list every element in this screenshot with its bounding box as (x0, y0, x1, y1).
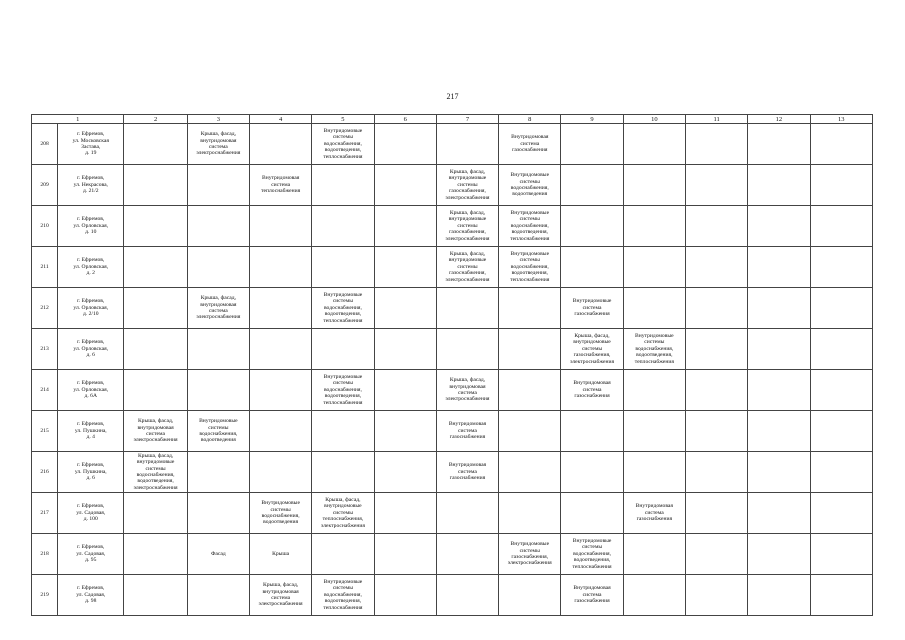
cell-text: 212 (40, 304, 49, 311)
work-cell (623, 370, 685, 411)
work-cell (124, 493, 187, 534)
cell-text: Внутридомовые системы водоснабжения, водоотведения, теплоснабжения (323, 578, 363, 611)
work-cell (748, 493, 810, 534)
row-number-cell (32, 329, 58, 370)
cell-text: Крыша, фасад, внутридомовые системы водоснабжения, водоотведения, электроснабжения (133, 452, 178, 491)
cell-text: 210 (40, 222, 49, 229)
work-cell (748, 206, 810, 247)
work-cell (187, 534, 249, 575)
cell-text: г. Ефремов, ул. Орловская, д. 2/10 (73, 298, 109, 318)
work-cell (685, 329, 747, 370)
cell-text: Внутридомовая система газоснабжения (573, 380, 611, 400)
cell-text: Внутридомовые системы водоснабжения, водоотведения, теплоснабжения (634, 332, 674, 365)
page-number: 217 (446, 92, 459, 101)
cell-text: Внутридомовые системы водоснабжения, водоотведения (261, 500, 300, 526)
column-header: 3 (187, 115, 249, 124)
cell-text: Внутридомовые системы водоснабжения, водоотведения, теплоснабжения (510, 209, 550, 242)
table-row (32, 575, 873, 616)
work-cell (436, 206, 498, 247)
table-row (32, 452, 873, 493)
work-cell (436, 288, 498, 329)
work-cell (312, 575, 374, 616)
work-cell (499, 534, 561, 575)
work-cell (374, 452, 436, 493)
row-number-cell (32, 124, 58, 165)
work-cell (124, 575, 187, 616)
column-header: 11 (685, 115, 747, 124)
table-header-row (32, 115, 873, 124)
address-cell (58, 247, 124, 288)
work-cell (187, 206, 249, 247)
cell-text: Внутридомовые системы водоснабжения, водоотведения, теплоснабжения (323, 291, 363, 324)
work-cell (561, 329, 623, 370)
work-cell (685, 575, 747, 616)
cell-text: г. Ефремов, ул. Садовая, д. 95 (76, 544, 106, 564)
cell-text: Крыша, фасад, внутридомовые системы газоснабжения, электроснабжения (445, 168, 490, 201)
work-cell (374, 124, 436, 165)
cell-text: 215 (40, 427, 49, 434)
work-cell (436, 329, 498, 370)
column-header: 13 (810, 115, 872, 124)
cell-text: Внутридомовая система газоснабжения (635, 503, 673, 523)
work-cell (685, 452, 747, 493)
address-cell (58, 206, 124, 247)
cell-text: 214 (40, 386, 49, 393)
column-header: 4 (250, 115, 312, 124)
work-cell (499, 493, 561, 534)
work-cell (124, 370, 187, 411)
address-cell (58, 124, 124, 165)
work-cell (312, 329, 374, 370)
cell-text: Внутридомовая система теплоснабжения (261, 175, 301, 195)
cell-text: Внутридомовые системы водоснабжения, водоотведения, теплоснабжения (323, 373, 363, 406)
work-cell (250, 411, 312, 452)
cell-text: 218 (40, 550, 49, 557)
cell-text: Внутридомовые системы газоснабжения, электроснабжения (507, 541, 552, 567)
work-cell (810, 452, 872, 493)
cell-text: г. Ефремов, ул. Пушкина, д. 6 (74, 462, 107, 482)
work-cell (685, 493, 747, 534)
row-number-cell (32, 247, 58, 288)
row-number-cell (32, 288, 58, 329)
work-cell (187, 370, 249, 411)
work-cell (623, 124, 685, 165)
column-header: 5 (312, 115, 374, 124)
table-row (32, 247, 873, 288)
work-cell (187, 575, 249, 616)
work-cell (561, 247, 623, 288)
cell-text: Крыша, фасад, внутридомовая система электроснабжения (196, 131, 241, 157)
cell-text: Крыша, фасад, внутридомовые системы газоснабжения, электроснабжения (445, 209, 490, 242)
work-cell (436, 452, 498, 493)
cell-text: 211 (40, 263, 49, 270)
work-cell (124, 534, 187, 575)
column-header: 8 (499, 115, 561, 124)
work-cell (623, 165, 685, 206)
column-header: 7 (436, 115, 498, 124)
work-cell (810, 493, 872, 534)
work-cell (561, 493, 623, 534)
column-header: 6 (374, 115, 436, 124)
work-cell (623, 206, 685, 247)
work-cell (187, 411, 249, 452)
work-cell (561, 534, 623, 575)
address-cell (58, 288, 124, 329)
work-cell (124, 288, 187, 329)
work-cell (499, 206, 561, 247)
work-cell (312, 370, 374, 411)
work-cell (312, 124, 374, 165)
column-header: 10 (623, 115, 685, 124)
work-cell (561, 452, 623, 493)
work-cell (187, 329, 249, 370)
work-cell (312, 411, 374, 452)
work-cell (312, 493, 374, 534)
work-cell (685, 370, 747, 411)
address-cell (58, 165, 124, 206)
work-cell (499, 247, 561, 288)
cell-text: Крыша, фасад, внутридомовые системы газоснабжения, электроснабжения (570, 332, 615, 365)
work-cell (810, 288, 872, 329)
cell-text: Крыша, фасад, внутридомовая система электроснабжения (133, 418, 178, 444)
work-cell (250, 165, 312, 206)
column-header: 12 (748, 115, 810, 124)
address-cell (58, 452, 124, 493)
work-cell (623, 329, 685, 370)
work-cell (748, 165, 810, 206)
work-cell (124, 206, 187, 247)
work-cell (499, 124, 561, 165)
cell-text: Внутридомовые системы водоснабжения, водоотведения (199, 418, 238, 444)
address-cell (58, 370, 124, 411)
work-cell (685, 411, 747, 452)
work-cell (499, 452, 561, 493)
table-row (32, 370, 873, 411)
cell-text: г. Ефремов, ул. Московская Застава, д. 19 (72, 131, 109, 157)
work-cell (250, 329, 312, 370)
cell-text: Внутридомовая система газоснабжения (448, 421, 487, 441)
work-cell (561, 165, 623, 206)
row-number-cell (32, 493, 58, 534)
work-cell (561, 575, 623, 616)
work-cell (374, 288, 436, 329)
column-header: 1 (32, 115, 124, 124)
work-cell (810, 370, 872, 411)
row-number-cell (32, 206, 58, 247)
work-cell (748, 534, 810, 575)
row-number-cell (32, 575, 58, 616)
cell-text: Крыша, фасад, внутридомовая система электроснабжения (445, 377, 490, 403)
cell-text: г. Ефремов, ул. Орловская, д. 6 (73, 339, 109, 359)
work-cell (436, 575, 498, 616)
table-row (32, 288, 873, 329)
work-cell (810, 534, 872, 575)
work-cell (374, 370, 436, 411)
table-row (32, 165, 873, 206)
work-cell (374, 165, 436, 206)
work-cell (623, 288, 685, 329)
work-cell (374, 247, 436, 288)
cell-text: Внутридомовые системы водоснабжения, водоотведения, теплоснабжения (510, 250, 550, 283)
table-row (32, 124, 873, 165)
work-cell (124, 247, 187, 288)
work-cell (124, 124, 187, 165)
row-number-cell (32, 411, 58, 452)
work-cell (810, 124, 872, 165)
work-cell (187, 124, 249, 165)
work-cell (374, 493, 436, 534)
cell-text: Крыша, фасад, внутридомовая система электроснабжения (258, 582, 303, 608)
work-cell (748, 411, 810, 452)
work-cell (623, 411, 685, 452)
address-cell (58, 534, 124, 575)
column-header: 2 (124, 115, 187, 124)
work-cell (810, 329, 872, 370)
work-cell (748, 124, 810, 165)
cell-text: Внутридомовые системы водоснабжения, водоотведения (510, 172, 550, 198)
work-cell (810, 206, 872, 247)
row-number-cell (32, 165, 58, 206)
cell-text: Крыша, фасад, внутридомовые системы теплоснабжения, электроснабжения (320, 496, 365, 529)
work-cell (374, 411, 436, 452)
work-cell (561, 411, 623, 452)
cell-text: Крыша, фасад, внутридомовые системы газоснабжения, электроснабжения (445, 250, 490, 283)
cell-text: Внутридомовые система газоснабжения (572, 298, 612, 318)
work-cell (374, 534, 436, 575)
column-header: 9 (561, 115, 623, 124)
work-cell (312, 165, 374, 206)
work-cell (810, 411, 872, 452)
work-cell (436, 247, 498, 288)
work-cell (685, 247, 747, 288)
work-cell (499, 329, 561, 370)
work-cell (748, 247, 810, 288)
cell-text: Внутридомовая система газоснабжения (511, 134, 549, 154)
work-cell (685, 534, 747, 575)
work-cell (623, 575, 685, 616)
cell-text: 209 (40, 181, 49, 188)
work-cell (561, 288, 623, 329)
cell-text: 216 (40, 468, 49, 475)
work-cell (561, 370, 623, 411)
work-cell (685, 206, 747, 247)
cell-text: г. Ефремов, ул. Садовая, д. 98 (76, 585, 106, 605)
work-cell (312, 452, 374, 493)
cell-text: г. Ефремов, ул. Орловская, д. 10 (73, 216, 109, 236)
work-cell (374, 206, 436, 247)
work-cell (250, 534, 312, 575)
work-cell (748, 452, 810, 493)
work-cell (810, 247, 872, 288)
work-cell (312, 247, 374, 288)
work-cell (124, 165, 187, 206)
work-cell (124, 452, 187, 493)
table-row (32, 493, 873, 534)
work-cell (436, 124, 498, 165)
work-cell (810, 575, 872, 616)
work-cell (685, 165, 747, 206)
cell-text: Фасад (210, 550, 226, 557)
table-row (32, 329, 873, 370)
row-number-cell (32, 452, 58, 493)
work-cell (312, 534, 374, 575)
work-cell (436, 370, 498, 411)
work-cell (748, 288, 810, 329)
work-cell (623, 452, 685, 493)
work-cell (374, 329, 436, 370)
cell-text: 208 (40, 140, 49, 147)
address-cell (58, 411, 124, 452)
work-cell (250, 247, 312, 288)
work-cell (436, 493, 498, 534)
work-cell (187, 247, 249, 288)
work-cell (499, 370, 561, 411)
work-cell (312, 206, 374, 247)
address-cell (58, 493, 124, 534)
work-cell (187, 165, 249, 206)
address-cell (58, 329, 124, 370)
work-cell (561, 206, 623, 247)
address-cell (58, 575, 124, 616)
work-cell (187, 452, 249, 493)
work-cell (187, 493, 249, 534)
row-number-cell (32, 534, 58, 575)
work-cell (748, 370, 810, 411)
table-row (32, 411, 873, 452)
work-cell (810, 165, 872, 206)
cell-text: Внутридомовая система газоснабжения (448, 462, 487, 482)
work-cell (374, 575, 436, 616)
work-cell (250, 493, 312, 534)
row-number-cell (32, 370, 58, 411)
work-cell (250, 288, 312, 329)
work-cell (499, 411, 561, 452)
work-cell (250, 206, 312, 247)
cell-text: г. Ефремов, ул. Орловская, д. 2 (73, 257, 109, 277)
table-row (32, 206, 873, 247)
work-cell (250, 124, 312, 165)
cell-text: 213 (40, 345, 49, 352)
work-cell (561, 124, 623, 165)
work-cell (748, 329, 810, 370)
work-cell (499, 165, 561, 206)
table-row (32, 534, 873, 575)
work-cell (685, 124, 747, 165)
cell-text: 219 (40, 591, 49, 598)
cell-text: г. Ефремов, ул. Орловская, д. 6А (73, 380, 109, 400)
cell-text: г. Ефремов, ул. Пушкина, д. 4 (74, 421, 107, 441)
work-cell (499, 288, 561, 329)
cell-text: Внутридомовая система газоснабжения (573, 585, 611, 605)
cell-text: Внутридомовые системы водоснабжения, водоотведения, теплоснабжения (572, 537, 612, 570)
work-cell (748, 575, 810, 616)
cell-text: г. Ефремов, ул. Некрасова, д. 21/2 (73, 175, 108, 195)
work-cell (250, 370, 312, 411)
work-cell (685, 288, 747, 329)
work-cell (187, 288, 249, 329)
work-cell (623, 534, 685, 575)
cell-text: Крыша, фасад, внутридомовая система электроснабжения (196, 295, 241, 321)
work-cell (124, 411, 187, 452)
cell-text: 217 (40, 509, 49, 516)
work-cell (250, 452, 312, 493)
work-cell (436, 165, 498, 206)
cell-text: г. Ефремов, ул. Садовая, д. 100 (76, 503, 106, 523)
work-cell (436, 411, 498, 452)
work-cell (623, 493, 685, 534)
repair-schedule-table (31, 114, 873, 616)
work-cell (250, 575, 312, 616)
cell-text: Крыша (272, 550, 290, 557)
work-cell (436, 534, 498, 575)
work-cell (623, 247, 685, 288)
cell-text: Внутридомовые системы водоснабжения, водоотведения, теплоснабжения (323, 127, 363, 160)
work-cell (312, 288, 374, 329)
work-cell (499, 575, 561, 616)
work-cell (124, 329, 187, 370)
